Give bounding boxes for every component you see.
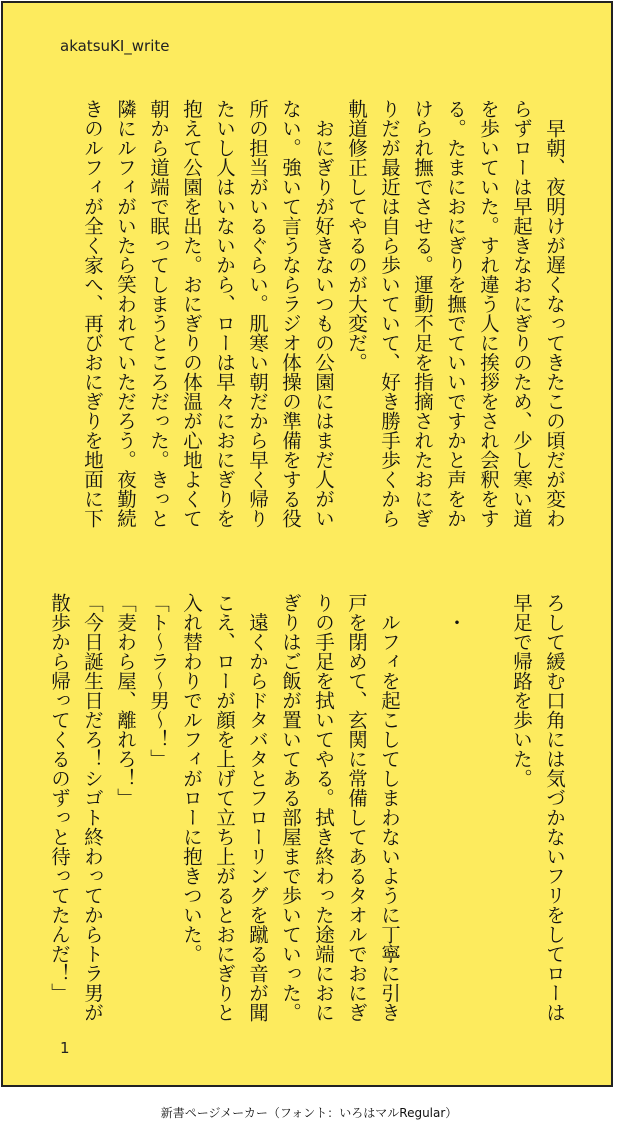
- text-line: [406, 593, 439, 1049]
- manuscript-page: [1, 1, 613, 1087]
- text-line: りだが最近は自ら歩いていて、好き勝手歩くから: [378, 99, 401, 528]
- text-line: ろして緩む口角には気づかないフリをしてローは: [543, 593, 566, 1022]
- text-line: 軌道修正してやるのが大変だ。: [345, 99, 368, 372]
- text-line: 所の担当がいるぐらい。肌寒い朝だから早く帰り: [246, 99, 269, 528]
- text-line: 早朝、夜明けが遅くなってきたこの頃だが変わ: [543, 99, 566, 528]
- lower-text-block: [43, 593, 571, 1049]
- text-line: 遠くからドタバタとフローリングを蹴る音が聞: [246, 593, 269, 1022]
- text-line: こえ、ローが顔を上げて立ち上がるとおにぎりと: [213, 593, 236, 1022]
- text-line: おにぎりが好きないつもの公園にはまだ人がい: [312, 99, 335, 528]
- text-line: る。たまにおにぎりを撫でていいですかと声をか: [444, 99, 467, 528]
- text-line: 隣にルフィがいたら笑われていただろう。夜勤続: [114, 99, 137, 528]
- text-line: きのルフィが全く家へ、再びおにぎりを地面に下: [81, 99, 104, 528]
- text-line: けられ撫でさせる。運動不足を指摘されたおにぎ: [411, 99, 434, 528]
- text-line: りの手足を拭いてやる。拭き終わった途端におに: [312, 593, 335, 1022]
- text-line: 「麦わら屋、離れろ！」: [114, 593, 137, 808]
- text-line: 「今日誕生日だろ！シゴト終わってからトラ男が: [81, 593, 104, 1022]
- author-name: akatsuKI_write: [60, 37, 170, 55]
- text-line: 朝から道端で眠ってしまうところだった。きっと: [147, 99, 170, 528]
- text-line: [472, 593, 505, 1049]
- text-line: 「ト〜ラ〜男〜！」: [147, 593, 170, 769]
- text-line: ・: [444, 593, 467, 632]
- text-line: 戸を閉めて、玄関に常備してあるタオルでおにぎ: [345, 593, 368, 1022]
- page-number: 1: [60, 1039, 70, 1057]
- text-line: 抱えて公園を出た。おにぎりの体温が心地よくて: [180, 99, 203, 528]
- text-line: を歩いていた。すれ違う人に挨拶をされ会釈をす: [477, 99, 500, 528]
- text-line: ない。強いて言うならラジオ体操の準備をする役: [279, 99, 302, 528]
- text-line: 入れ替わりでルフィがローに抱きついた。: [180, 593, 203, 964]
- footer-credit: 新書ページメーカー（フォント：いろはマルRegular）: [160, 1106, 458, 1120]
- text-line: たいし人はいないから、ローは早々におにぎりを: [213, 99, 236, 528]
- upper-text-block: [76, 99, 571, 555]
- text-line: ルフィを起こしてしまわないように丁寧に引き: [378, 593, 401, 1022]
- text-line: ぎりはご飯が置いてある部屋まで歩いていった。: [279, 593, 302, 1022]
- text-line: 散歩から帰ってくるのずっと待ってたんだ！」: [48, 593, 71, 1003]
- text-line: らずローは早起きなおにぎりのため、少し寒い道: [510, 99, 533, 528]
- text-line: 早足で帰路を歩いた。: [510, 593, 533, 788]
